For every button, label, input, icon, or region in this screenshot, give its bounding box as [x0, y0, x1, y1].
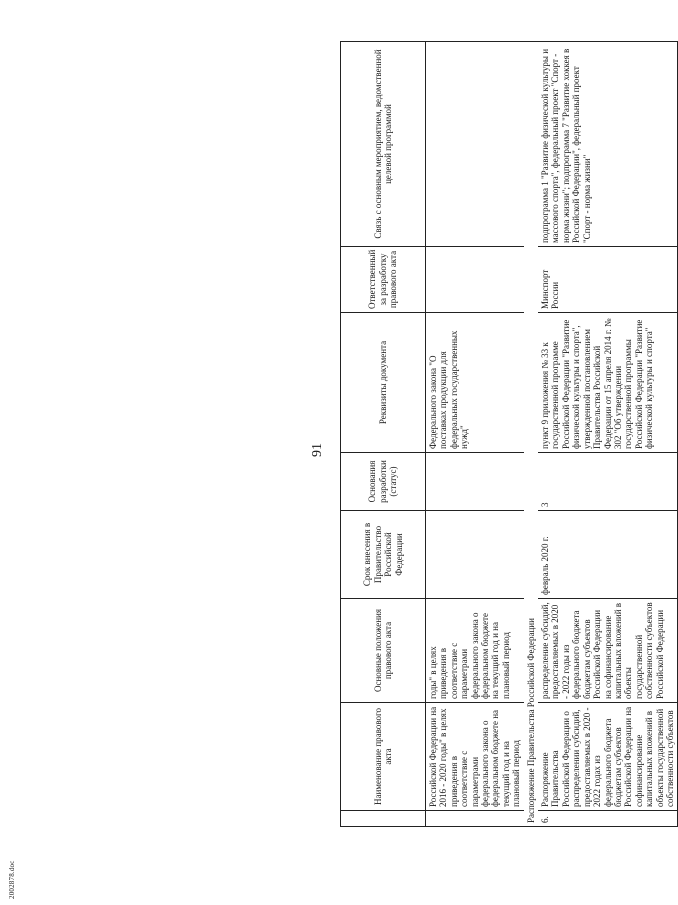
- cell-requisites: Федерального закона "О поставках продукции для федеральных государственных нужд": [426, 313, 524, 453]
- section-row: [524, 42, 538, 827]
- cell-link: подпрограмма 1 "Развитие физической культуры и массового спорта", федеральный проект "Спорт - норма жизни"; подпрограмма 7 "Развитие хоккея в Российской Федерации", федеральный проект "Спорт - норма жизни": [538, 42, 678, 247]
- legal-acts-table: [340, 41, 678, 827]
- header-basis: Основания разработки (статус): [341, 453, 426, 511]
- header-requisites: Реквизиты документа: [341, 313, 426, 453]
- header-name: Наименование правового акта: [341, 703, 426, 811]
- header-link: Связь с основным мероприятием, ведомственной целевой программой: [341, 42, 426, 247]
- cell-requisites: пункт 9 приложения № 33 к государственной программе Российской Федерации "Развитие физической культуры и спорта", утвержденной постановлением Правительства Российской Федерации от 15 апреля 2014 г. № 302 "Об утверждении государственной программы Российской Федерации "Развитие физической культуры и спорта": [538, 313, 678, 453]
- header-responsible: Ответственный за разработку правового акта: [341, 247, 426, 313]
- page-number: 91: [310, 443, 325, 457]
- header-term: Срок внесения в Правительство Российской Федерации: [341, 511, 426, 599]
- cell-basis: 3: [538, 453, 678, 511]
- section-title: Распоряжение Правительства Российской Федерации: [524, 42, 538, 827]
- header-provisions: Основные положения правового акта: [341, 599, 426, 703]
- cell-term: [426, 511, 524, 599]
- cell-term: февраль 2020 г.: [538, 511, 678, 599]
- footer-doc-id: 2002878.doc: [8, 860, 16, 899]
- cell-provisions: распределение субсидий, предоставляемых в 2020 - 2022 годы из федерального бюджета бюджетам субъектов Российской Федерации на софинансирование капитальных вложений в объекты государственной собственности субъектов Российской Федерации: [538, 599, 678, 703]
- cell-responsible: [426, 247, 524, 313]
- cell-link: [426, 42, 524, 247]
- cell-name: Распоряжение Правительства Российской Федерации о распределении субсидий, предоставляемых в 2020 - 2022 годах из федерального бюджета бюджетам субъектов Российской Федерации на софинансирование капитальных вложений в объекты государственной собственности субъектов: [538, 703, 678, 811]
- cell-provisions: годы" в целях приведения в соответствие с параметрами федерального закона о федеральном бюджете на текущий год и на плановый период: [426, 599, 524, 703]
- table-header-row: [341, 42, 426, 827]
- table-row: [538, 42, 678, 827]
- cell-responsible: Минспорт России: [538, 247, 678, 313]
- cell-number: [426, 811, 524, 827]
- cell-number: 6.: [538, 811, 678, 827]
- header-number: [341, 811, 426, 827]
- cell-basis: [426, 453, 524, 511]
- table-row: [426, 42, 524, 827]
- cell-name: Российской Федерации на 2016 - 2020 годы" в целях приведения в соответствие с параметрами федерального закона о федеральном бюджете на текущий год и на плановый период: [426, 703, 524, 811]
